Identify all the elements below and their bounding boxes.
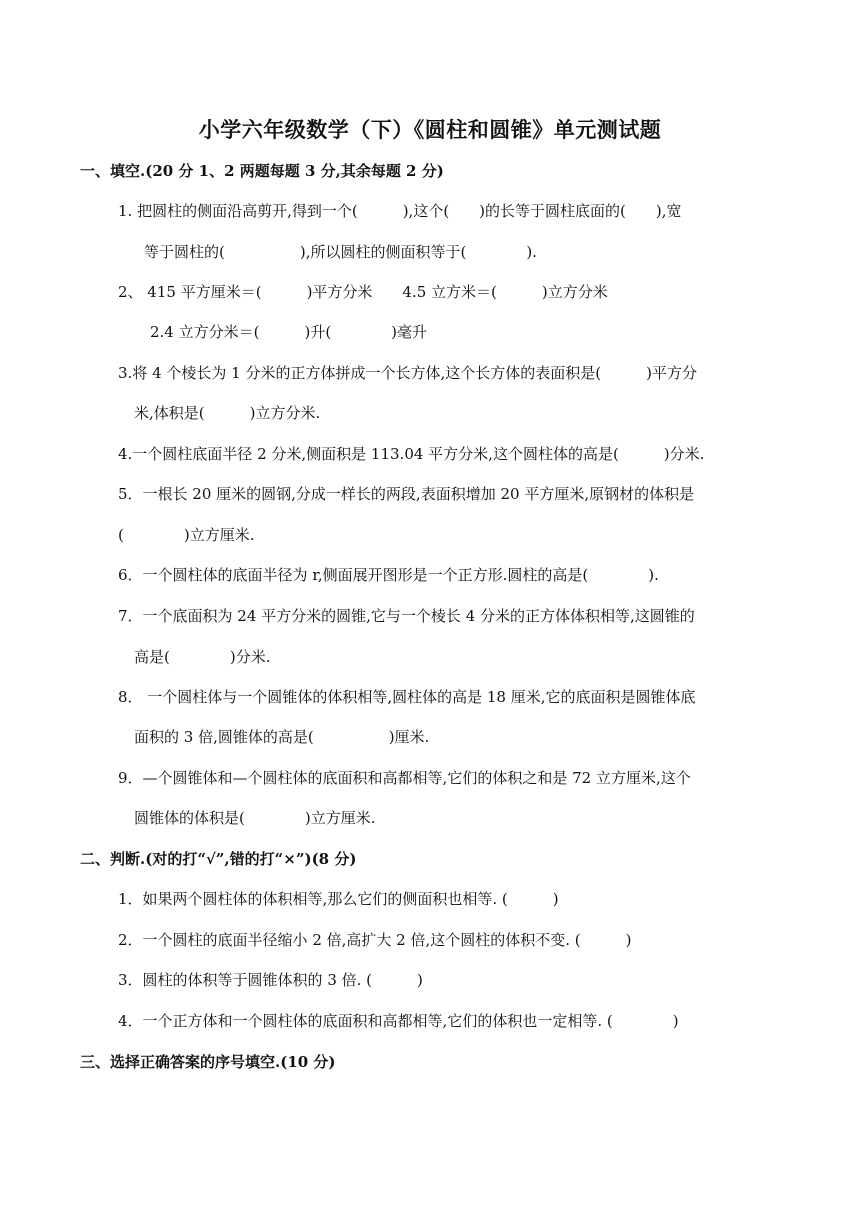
question-line: 4．一个正方体和一个圆柱体的底面积和高都相等,它们的体积也一定相等. ( ) xyxy=(118,1012,679,1030)
question-line: 1. 把圆柱的侧面沿高剪开,得到一个( ),这个( )的长等于圆柱底面的( ),宽 xyxy=(118,202,682,220)
question-line: 面积的 3 倍,圆锥体的高是( )厘米. xyxy=(134,728,430,746)
question-line: 2.4 立方分米＝( )升( )毫升 xyxy=(150,323,428,341)
question-line: 等于圆柱的( ),所以圆柱的侧面积等于( ). xyxy=(144,243,537,261)
section-2-heading: 二、判断.(对的打“√”,错的打“×”)(8 分) xyxy=(80,850,357,868)
question-line: 6．一个圆柱体的底面半径为 r,侧面展开图形是一个正方形.圆柱的高是( ). xyxy=(118,566,659,584)
question-line: 米,体积是( )立方分米. xyxy=(134,404,321,422)
section-3-heading: 三、选择正确答案的序号填空.(10 分) xyxy=(80,1053,336,1071)
question-line: 2．一个圆柱的底面半径缩小 2 倍,高扩大 2 倍,这个圆柱的体积不变. ( ) xyxy=(118,931,632,949)
question-line: 1．如果两个圆柱体的体积相等,那么它们的侧面积也相等. ( ) xyxy=(118,890,559,908)
question-line: 8． 一个圆柱体与一个圆锥体的体积相等,圆柱体的高是 18 厘米,它的底面积是圆锥体底 xyxy=(118,688,696,706)
question-line: 7．一个底面积为 24 平方分米的圆锥,它与一个棱长 4 分米的正方体体积相等,这圆锥的 xyxy=(118,607,695,625)
question-line: 3．圆柱的体积等于圆锥体积的 3 倍. ( ) xyxy=(118,971,423,989)
question-line: ( )立方厘米. xyxy=(118,526,255,544)
question-line: 9．—个圆锥体和—个圆柱体的底面积和高都相等,它们的体积之和是 72 立方厘米,这个 xyxy=(118,769,691,787)
question-line: 5．一根长 20 厘米的圆钢,分成一样长的两段,表面积增加 20 平方厘米,原钢材的体积是 xyxy=(118,485,695,503)
question-line: 3.将 4 个棱长为 1 分米的正方体拼成一个长方体,这个长方体的表面积是( )平方分 xyxy=(118,364,697,382)
question-line: 高是( )分米. xyxy=(134,648,271,666)
section-1-heading: 一、填空.(20 分 1、2 两题每题 3 分,其余每题 2 分) xyxy=(80,162,444,180)
question-line: 圆锥体的体积是( )立方厘米. xyxy=(134,809,376,827)
question-line: 4.一个圆柱底面半径 2 分米,侧面积是 113.04 平方分米,这个圆柱体的高是( )分米. xyxy=(118,445,705,463)
page-title: 小学六年级数学（下）《圆柱和圆锥》单元测试题 xyxy=(198,117,662,142)
question-line: 2、 415 平方厘米＝( )平方分米 4.5 立方米＝( )立方分米 xyxy=(118,283,608,301)
